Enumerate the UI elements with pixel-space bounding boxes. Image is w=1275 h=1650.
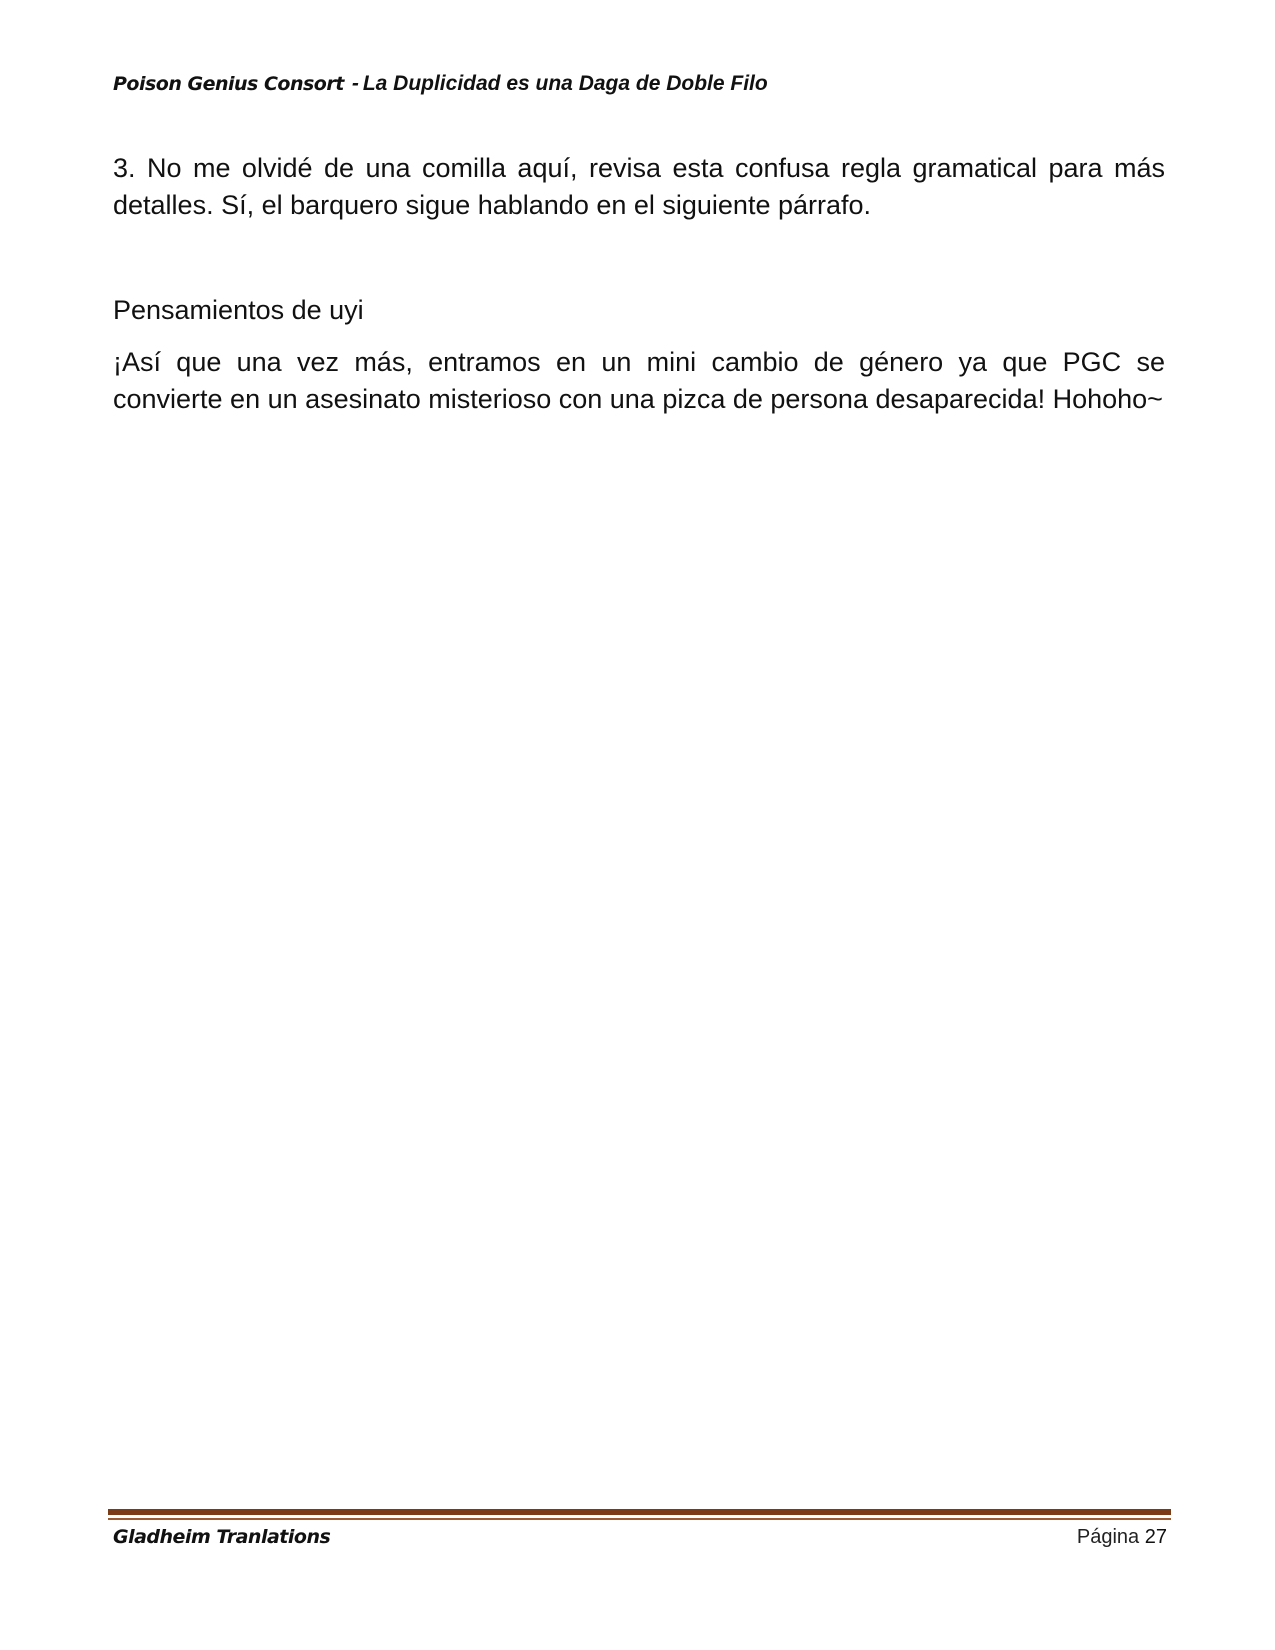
series-title: Poison Genius Consort [113,73,344,95]
page-label: Página [1076,1526,1140,1548]
chapter-title: La Duplicidad es una Daga de Doble Filo [362,72,768,95]
page-header [113,72,768,96]
footnote-paragraph: 3. No me olvidé de una comilla aquí, revisa esta confusa regla gramatical para más detalles. Sí, el barquero sigue hablando en el siguiente párrafo. [113,153,1165,220]
footer-rule-thin [108,1518,1171,1520]
section-heading: Pensamientos de uyi [113,295,364,325]
thoughts-paragraph: ¡Así que una vez más, entramos en un mini cambio de género ya que PGC se convierte en un asesinato misterioso con una pizca de persona desaparecida! Hohoho~ [113,347,1165,414]
header-separator: - [351,72,359,95]
footer-credit: Gladheim Tranlations [113,1526,331,1548]
footer-rule-thick [108,1509,1171,1515]
page-indicator [1077,1526,1167,1549]
page-number: 27 [1144,1526,1167,1548]
